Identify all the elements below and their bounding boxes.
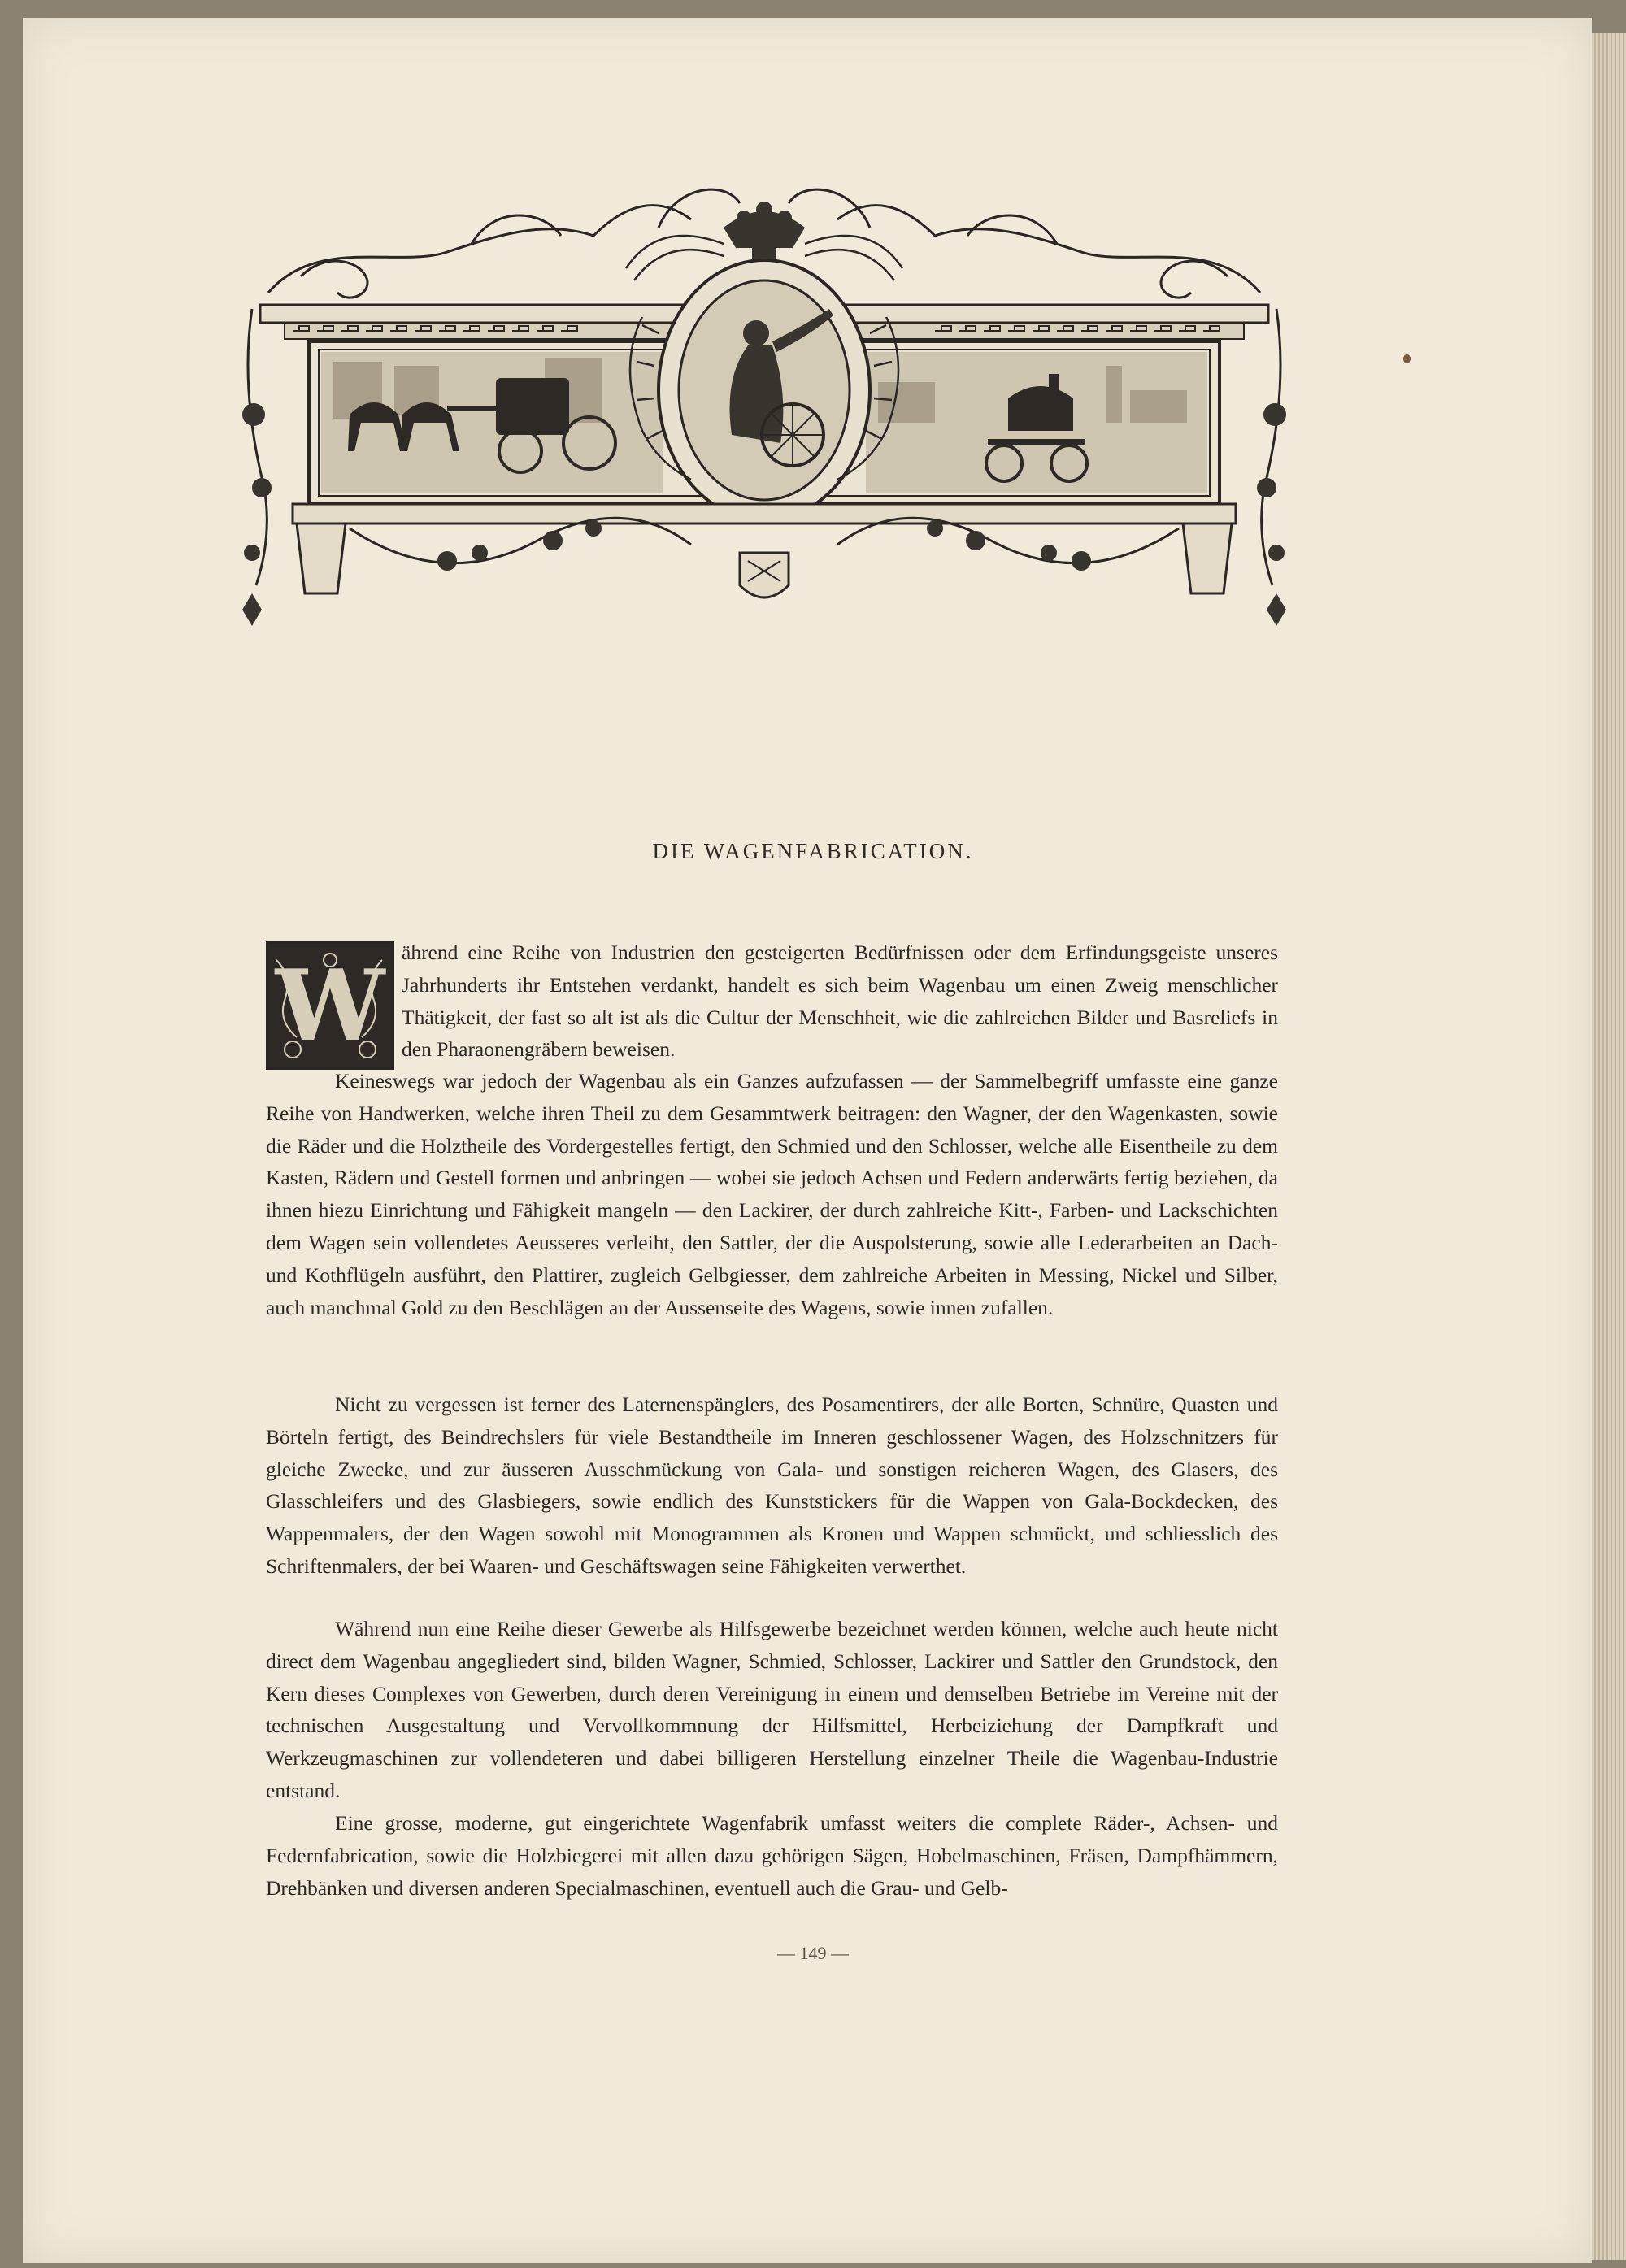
page-number: — 149 — [777, 1943, 849, 1963]
chapter-title: DIE WAGENFABRICATION. [652, 839, 974, 863]
paragraph-3: Nicht zu vergessen ist ferner des Laternenspänglers, des Posamentirers, der alle Borten, Schnüre, Quasten und Börteln fertigt, des Beindrechslers für viele Bestandtheile im Inneren geschlossener Wagen, des Holzschnitzers für gleiche Zwecke, und zur äusseren Ausschmückung von Gala- und sonstigen reicheren Wagen, des Glasers, des Glasschleifers und des Glasbiegers, sowie endlich des Kunststickers für die Wappen von Gala-Bockdecken, des Wappenmalers, der den Wagen sowohl mit Monogrammen als Kronen und Wappen schmückt, und schliesslich des Schriftenmalers, der bei Waaren- und Geschäftswagen seine Fähigkeiten verwerthet. [266, 1393, 1278, 1578]
ornamental-headpiece [203, 171, 1325, 683]
paragraph-2: Keineswegs war jedoch der Wagenbau als ein Ganzes aufzufassen — der Sammelbegriff umfasste eine ganze Reihe von Handwerken, welche ihren Theil zu dem Gesammtwerk beitragen: den Wagner, der den Wagenkasten, sowie die Räder und die Holztheile des Vordergestelles fertigt, den Schmied und den Schlosser, welche alle Eisentheile zu dem Kasten, Rädern und Gestell formen und anbringen — wobei sie jedoch Achsen und Federn anderwärts fertig beziehen, da ihnen hiezu Einrichtung und Fähigkeit mangeln — den Lackirer, der durch zahlreiche Kitt-, Farben- und Lackschichten dem Wagen sein vollendetes Aeusseres verleiht, den Sattler, der die Auspolsterung, sowie alle Lederarbeiten an Dach- und Kothflügeln ausführt, den Plattirer, zugleich Gelbgiesser, dem zahlreiche Arbeiten in Messing, Nickel und Silber, auch manchmal Gold zu den Beschlägen an der Aussenseite des Wagens, sowie innen zufallen. [266, 1069, 1278, 1319]
paragraph-1 [266, 936, 1278, 1066]
page-edge [1592, 33, 1626, 2260]
paragraph-5: Eine grosse, moderne, gut eingerichtete Wagenfabrik umfasst weiters die complete Räder-, Achsen- und Federnfabrication, sowie die Holzbiegerei mit allen dazu gehörigen Sägen, Hobelmaschinen, Fräsen, Dampfhämmern, Drehbänken und diversen anderen Specialmaschinen, eventuell auch die Grau- und Gelb- [266, 1811, 1278, 1900]
paragraph-4: Während nun eine Reihe dieser Gewerbe als Hilfsgewerbe bezeichnet werden können, welche auch heute nicht direct dem Wagenbau angegliedert sind, bilden Wagner, Schmied, Schlosser, Lackirer und Sattler den Grundstock, den Kern dieses Complexes von Gewerben, durch deren Vereinigung in einem und demselben Betriebe im Vereine mit der technischen Ausgestaltung und Vervollkommnung der Hilfsmittel, Herbeiziehung der Dampfkraft und Werkzeugmaschinen zur vollendeteren und dabei billigeren Herstellung einzelner Theile die Wagenbau-Industrie entstand. [266, 1617, 1278, 1802]
paragraph-1-text: ährend eine Reihe von Industrien den gesteigerten Bedürfnissen oder dem Erfindungsgeiste unseres Jahrhunderts ihr Entstehen verdankt, handelt es sich beim Wagenbau um einen Zweig menschlicher Thätigkeit, der fast so alt ist als die Cultur der Menschheit, wie die zahlreichen Bilder und Basreliefs in den Pharaonengräbern beweisen. [402, 941, 1278, 1062]
ink-spot [1403, 354, 1411, 363]
svg-text:W: W [275, 949, 385, 1063]
